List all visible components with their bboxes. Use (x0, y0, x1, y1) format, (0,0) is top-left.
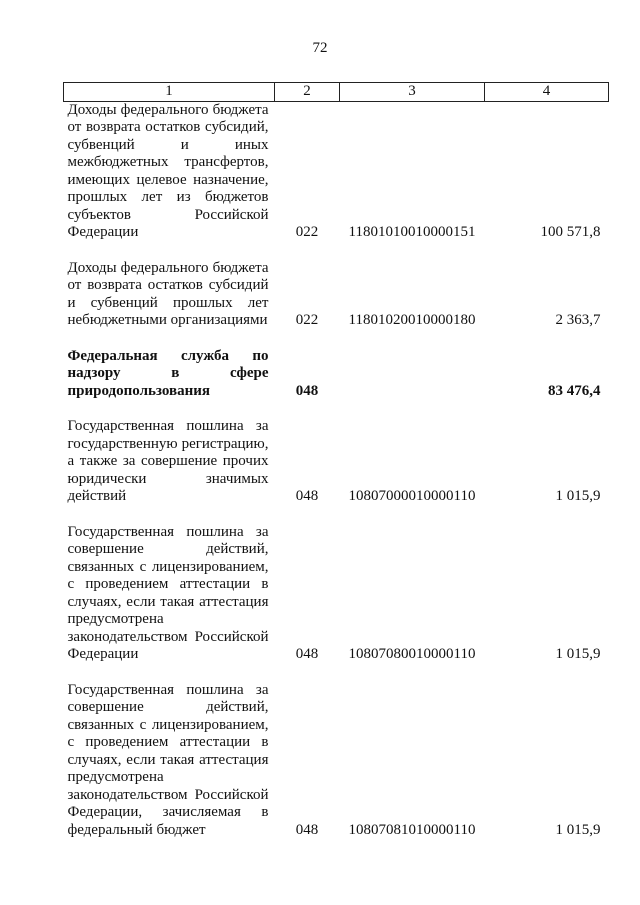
row-budget-code: 10807081010000110 (348, 821, 476, 838)
row-name: Доходы федерального бюджета от возврата остатков субсидий, субвенций и иных межбюджетных трансфертов, имеющих целевое назначение, прошлых лет из бюджетов субъектов Российской Федерации (67, 101, 269, 240)
table-row (64, 260, 609, 330)
row-budget-code: 11801010010000151 (348, 224, 476, 240)
row-admin-code: 048 (295, 488, 319, 504)
table-row (64, 524, 609, 664)
row-amount: 1 015,9 (555, 646, 601, 662)
row-admin-code: 048 (295, 382, 319, 399)
row-admin-code: 048 (295, 821, 319, 838)
row-budget-code: 10807080010000110 (348, 646, 476, 662)
row-amount: 2 363,7 (555, 312, 601, 328)
row-admin-code: 022 (295, 312, 319, 328)
row-admin-code: 048 (295, 646, 319, 662)
page-number: 72 (312, 40, 328, 56)
table-row-section-header (64, 348, 609, 401)
row-name: Государственная пошлина за государственную регистрацию, а также за совершение прочих юридически значимых действий (67, 418, 269, 504)
row-admin-code: 022 (295, 224, 319, 240)
row-amount: 83 476,4 (548, 382, 601, 399)
table-header-row (64, 83, 609, 102)
table-row (64, 101, 609, 242)
row-name: Государственная пошлина за совершение действий, связанных с лицензированием, с проведением аттестации в случаях, если такая аттестация предусмотрена законодательством Российской Федерации, зачисляемая в федеральный бюджет (67, 681, 269, 838)
row-amount: 1 015,9 (555, 488, 601, 504)
row-amount: 1 015,9 (555, 821, 601, 838)
header-col-3: 3 (340, 83, 485, 102)
header-col-2: 2 (275, 83, 340, 102)
row-budget-code (340, 348, 485, 401)
row-name: Государственная пошлина за совершение действий, связанных с лицензированием, с проведением аттестации в случаях, если такая аттестация предусмотрена законодательством Российской Федерации (67, 523, 269, 662)
row-budget-code: 11801020010000180 (348, 312, 476, 328)
row-name: Доходы федерального бюджета от возврата остатков субсидий и субвенций прошлых лет небюджетными организациями (67, 259, 269, 328)
row-name: Федеральная служба по надзору в сфере природопользования (67, 347, 269, 399)
row-amount: 100 571,8 (540, 224, 601, 240)
header-col-1: 1 (64, 83, 275, 102)
table-row (64, 682, 609, 840)
header-col-4: 4 (485, 83, 609, 102)
table-row (64, 418, 609, 506)
budget-revenue-table (63, 82, 609, 839)
row-budget-code: 10807000010000110 (348, 488, 476, 504)
